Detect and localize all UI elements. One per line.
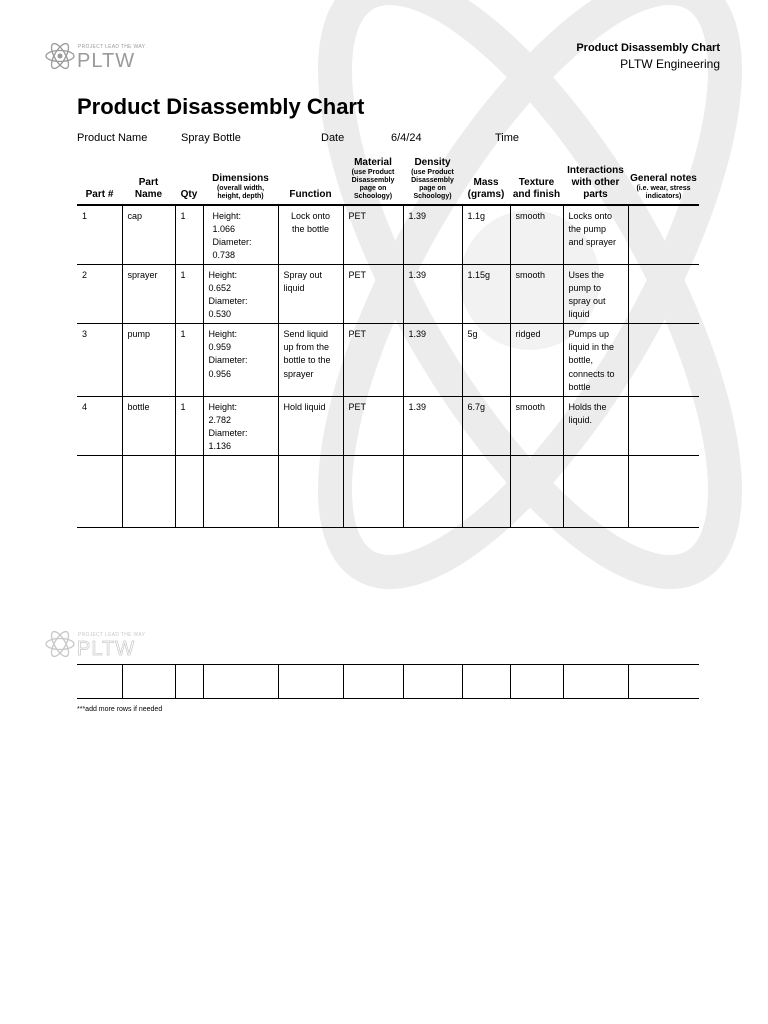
- logo-brand: PLTW: [77, 50, 136, 72]
- cell-mass[interactable]: 1.1g: [462, 205, 510, 265]
- cell-notes[interactable]: [628, 205, 699, 265]
- cell-empty[interactable]: [628, 665, 699, 699]
- cell-mass[interactable]: 1.15g: [462, 265, 510, 324]
- cell-empty[interactable]: [203, 665, 278, 699]
- cell-part-name[interactable]: sprayer: [122, 265, 175, 324]
- table-row: [77, 265, 699, 324]
- cell-texture[interactable]: ridged: [510, 324, 563, 396]
- cell-part-name[interactable]: cap: [122, 205, 175, 265]
- pltw-logo-faint: [44, 626, 144, 666]
- cell-material[interactable]: PET: [343, 396, 403, 455]
- cell-empty[interactable]: [77, 455, 122, 527]
- cell-empty[interactable]: [175, 455, 203, 527]
- date-label: Date: [321, 132, 345, 144]
- cell-texture[interactable]: smooth: [510, 265, 563, 324]
- cell-empty[interactable]: [462, 665, 510, 699]
- date-value: 6/4/24: [391, 132, 422, 144]
- cell-empty[interactable]: [510, 455, 563, 527]
- logo-tagline: PROJECT LEAD THE WAY: [78, 44, 146, 50]
- continuation-table: [77, 664, 699, 699]
- header-dimensions: Dimensions (overall width, height, depth): [203, 152, 278, 205]
- cell-empty[interactable]: [343, 455, 403, 527]
- cell-mass[interactable]: 5g: [462, 324, 510, 396]
- cell-part-no[interactable]: 4: [77, 396, 122, 455]
- cell-empty[interactable]: [628, 455, 699, 527]
- atom-logo-icon: [44, 40, 76, 72]
- cell-part-no[interactable]: 1: [77, 205, 122, 265]
- header-mass: Mass (grams): [462, 152, 510, 205]
- pltw-logo: [44, 38, 144, 78]
- header-right: [576, 42, 720, 71]
- cell-qty[interactable]: 1: [175, 205, 203, 265]
- time-label: Time: [495, 132, 520, 144]
- cell-texture[interactable]: smooth: [510, 205, 563, 265]
- header-program: PLTW Engineering: [620, 57, 720, 71]
- header-interactions: Interactions with other parts: [563, 152, 628, 205]
- table-row: [77, 396, 699, 455]
- cell-qty[interactable]: 1: [175, 265, 203, 324]
- table-row-empty: [77, 665, 699, 699]
- cell-density[interactable]: 1.39: [403, 324, 462, 396]
- cell-interactions[interactable]: Holds the liquid.: [563, 396, 628, 455]
- cell-interactions[interactable]: Locks onto the pump and sprayer: [563, 205, 628, 265]
- cell-qty[interactable]: 1: [175, 324, 203, 396]
- table-row: [77, 324, 699, 396]
- cell-empty[interactable]: [462, 455, 510, 527]
- product-name-label: Product Name: [77, 132, 148, 144]
- cell-density[interactable]: 1.39: [403, 205, 462, 265]
- header-material: Material (use Product Disassembly page on Schoology): [343, 152, 403, 205]
- logo-tagline: PROJECT LEAD THE WAY: [78, 632, 146, 638]
- cell-material[interactable]: PET: [343, 324, 403, 396]
- cell-notes[interactable]: [628, 265, 699, 324]
- header-part-name: Part Name: [122, 152, 175, 205]
- cell-mass[interactable]: 6.7g: [462, 396, 510, 455]
- cell-notes[interactable]: [628, 324, 699, 396]
- cell-material[interactable]: PET: [343, 265, 403, 324]
- cell-function[interactable]: Spray out liquid: [278, 265, 343, 324]
- cell-dimensions[interactable]: Height: 2.782 Diameter: 1.136: [203, 396, 278, 455]
- cell-empty[interactable]: [403, 455, 462, 527]
- cell-empty[interactable]: [278, 665, 343, 699]
- disassembly-table: [77, 152, 699, 528]
- atom-logo-icon: [44, 628, 76, 660]
- cell-empty[interactable]: [203, 455, 278, 527]
- cell-empty[interactable]: [77, 665, 122, 699]
- header-density: Density (use Product Disassembly page on Schoology): [403, 152, 462, 205]
- cell-material[interactable]: PET: [343, 205, 403, 265]
- cell-part-no[interactable]: 2: [77, 265, 122, 324]
- cell-empty[interactable]: [122, 455, 175, 527]
- cell-texture[interactable]: smooth: [510, 396, 563, 455]
- cell-function[interactable]: Hold liquid: [278, 396, 343, 455]
- cell-empty[interactable]: [122, 665, 175, 699]
- cell-empty[interactable]: [175, 665, 203, 699]
- cell-dimensions[interactable]: Height: 1.066 Diameter: 0.738: [203, 205, 278, 265]
- cell-density[interactable]: 1.39: [403, 265, 462, 324]
- cell-interactions[interactable]: Uses the pump to spray out liquid: [563, 265, 628, 324]
- table-header-row: [77, 152, 699, 205]
- cell-empty[interactable]: [278, 455, 343, 527]
- cell-density[interactable]: 1.39: [403, 396, 462, 455]
- cell-empty[interactable]: [563, 665, 628, 699]
- cell-dimensions[interactable]: Height: 0.652 Diameter: 0.530: [203, 265, 278, 324]
- cell-empty[interactable]: [563, 455, 628, 527]
- logo-brand: PLTW: [77, 638, 136, 660]
- cell-qty[interactable]: 1: [175, 396, 203, 455]
- cell-notes[interactable]: [628, 396, 699, 455]
- header-qty: Qty: [175, 152, 203, 205]
- cell-part-name[interactable]: pump: [122, 324, 175, 396]
- footnote: ***add more rows if needed: [77, 706, 163, 713]
- table-row: [77, 205, 699, 265]
- cell-part-no[interactable]: 3: [77, 324, 122, 396]
- cell-empty[interactable]: [510, 665, 563, 699]
- header-function: Function: [278, 152, 343, 205]
- table-row-empty: [77, 455, 699, 527]
- header-notes: General notes (i.e. wear, stress indicators): [628, 152, 699, 205]
- cell-function[interactable]: Lock onto the bottle: [278, 205, 343, 265]
- header-part-no: Part #: [77, 152, 122, 205]
- cell-empty[interactable]: [403, 665, 462, 699]
- cell-interactions[interactable]: Pumps up liquid in the bottle, connects to bottle: [563, 324, 628, 396]
- product-meta-row: [77, 132, 707, 148]
- cell-dimensions[interactable]: Height: 0.959 Diameter: 0.956: [203, 324, 278, 396]
- product-name-value: Spray Bottle: [181, 132, 241, 144]
- header-texture: Texture and finish: [510, 152, 563, 205]
- cell-function[interactable]: Send liquid up from the bottle to the sprayer: [278, 324, 343, 396]
- cell-empty[interactable]: [343, 665, 403, 699]
- header-doc-title: Product Disassembly Chart: [576, 42, 720, 54]
- page-title: Product Disassembly Chart: [77, 94, 365, 119]
- cell-part-name[interactable]: bottle: [122, 396, 175, 455]
